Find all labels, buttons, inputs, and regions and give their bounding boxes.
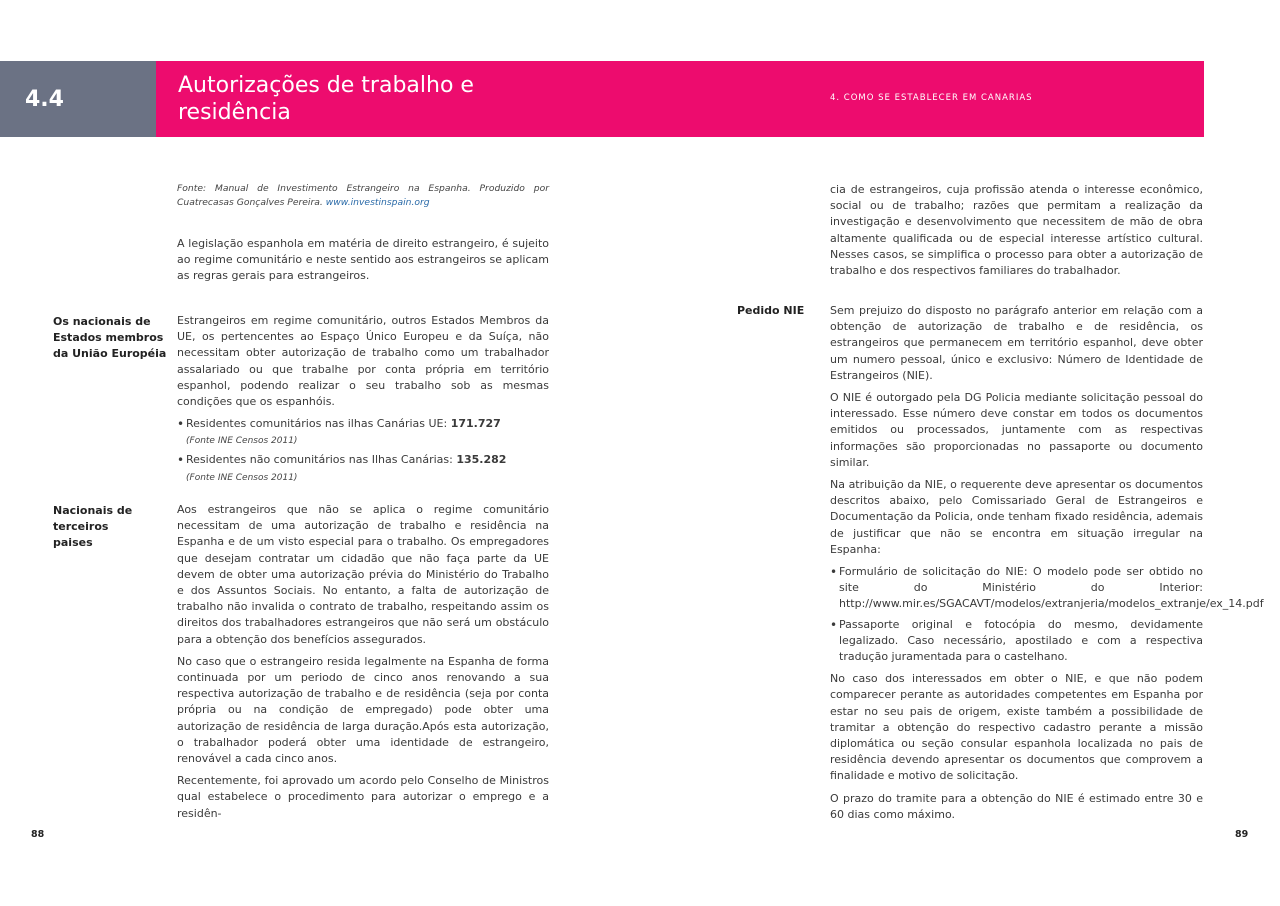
closing-paragraph: O prazo do tramite para a obtenção do NIE é estimado entre 30 e 60 dias como máximo. [830,791,1203,821]
bullet-icon: • [830,565,838,580]
intro-paragraph: A legislação espanhola em matéria de direito estrangeiro, é sujeito ao regime comunitário e neste sentido aos estrangeiros se aplicam as regras gerais para estrangeiros. [177,237,549,283]
nie-paragraph: O NIE é outorgado pela DG Policia mediante solicitação pessoal do interessado. Esse número deve constar em todos os documentos emitidos ou processados, juntamente com as respectivas informações são proporcionadas no passaporte ou documento similar. [830,391,1203,469]
third-paragraph: Recentemente, foi aprovado um acordo pelo Conselho de Ministros qual estabelece o procedimento para autorizar o emprego e a residên- [177,774,549,820]
intro-block [177,236,549,291]
source-note [177,182,549,210]
bullet-text: Residentes comunitários nas ilhas Canárias UE: [186,417,451,431]
nie-paragraph: Na atribuição da NIE, o requerente deve apresentar os documentos descritos abaixo, pelo Comissariado Geral de Estrangeiros e Documentação da Policia, onde tenham fixado residência, ademais de justificar que não se encontra em situação irregular na Espanha: [830,478,1203,556]
third-paragraph: No caso que o estrangeiro resida legalmente na Espanha de forma continuada por um periodo de cinco anos renovando a sua respectiva autorização de trabalho e de residência (seja por conta própria ou na condição de empregado) pode obter uma autorização de residência de larga duração.Após esta autorização, o trabalhador poderá obter uma identidade de estrangeiro, renovável a cada cinco anos. [177,654,549,766]
bullet-note: (Fonte INE Censos 2011) [186,472,298,483]
list-item [177,416,549,448]
nie-block [830,303,1264,829]
nie-documents-list [830,564,1264,665]
closing-paragraph: No caso dos interessados em obter o NIE, e que não podem comparecer perante as autoridades competentes em Espanha por estar no seu pais de origem, existe também a possibilidade de tramitar a obtenção do respectivo cadastro perante a missão diplomática ou seção consular espanhola localizada no pais de residência devendo apresentar os documentos que comprovem a finalidade e motivo de solicitação. [830,672,1203,783]
page-number-left: 88 [31,829,45,840]
bullet-text: Residentes não comunitários nas Ilhas Canárias: [186,453,457,467]
list-item [177,452,549,484]
nie-paragraph: Sem prejuizo do disposto no parágrafo anterior em relação com a obtenção de autorização de trabalho e de residência, os estrangeiros que permanecem em território espanhol, deve obter um numero pessoal, único e exclusivo: Número de Identidade de Estrangeiros (NIE). [830,304,1203,382]
residents-list [177,416,549,484]
source-text: Fonte: Manual de Investimento Estrangeiro na Espanha. Produzido por Cuatrecasas Gonçalves Pereira. [177,183,549,208]
eu-nationals-block [177,313,549,491]
title-band [156,61,1204,137]
third-country-label: Nacionais de terceiros paises [53,504,133,550]
continuation-paragraph: cia de estrangeiros, cuja profissão atenda o interesse econômico, social ou de trabalho; razões que permitam a realização da investigação e desenvolvimento que necessitem de mão de obra altamente qualificada ou de especial interesse artístico cultural. Nesses casos, se simplifica o processo para obter a autorização de trabalho e dos respectivos familiares do trabalhador. [830,183,1203,278]
bullet-text: Passaporte original e fotocópia do mesmo, devidamente legalizado. Caso necessário, apostilado e com a respectiva tradução juramentada para o castelhano. [839,617,1203,664]
bullet-value: 171.727 [450,417,501,431]
section-heading: 4. COMO SE ESTABLECER EM CANARIAS [830,93,1033,103]
page-title: Autorizações de trabalho e residência [178,73,474,125]
bullet-icon: • [177,417,185,432]
bullet-value: 135.282 [456,453,507,467]
bullet-icon: • [830,617,838,632]
bullet-note: (Fonte INE Censos 2011) [186,436,298,447]
left-column [177,182,549,216]
bullet-text: Formulário de solicitação do NIE: O modelo pode ser obtido no site do Ministério do Interior: http://www.mir.es/SGACAVT/modelos/extranjeria/modelos_extranje/ex_14.pdf [839,565,1264,611]
third-country-block [177,502,549,828]
continuation-block [830,182,1203,285]
list-item [830,617,1203,666]
page-number-right: 89 [1235,829,1249,840]
chapter-number: 4.4 [0,61,156,137]
source-link[interactable]: www.investinspain.org [325,197,430,208]
list-item [830,564,1264,613]
third-paragraph: Aos estrangeiros que não se aplica o regime comunitário necessitam de uma autorização de trabalho e residência na Espanha e de um visto especial para o trabalho. Os empregadores que desejam contratar um cidadão que não faça parte da UE devem de obter uma autorização prévia do Ministério do Trabalho e dos Assuntos Sociais. No entanto, a falta de autorização de trabalho não invalida o contrato de trabalho, respeitando assim os direitos dos trabalhadores estrangeiros que não será um obstáculo para a obtenção dos benefícios assegurados. [177,503,549,646]
eu-paragraph: Estrangeiros em regime comunitário, outros Estados Membros da UE, os pertencentes ao Espaço Único Europeu e da Suíça, não necessitam obter autorização de trabalho como um trabalhador assalariado ou que trabalhe por conta própria em território espanhol, podendo realizar o seu trabalho sob as mesmas condições que os espanhóis. [177,314,549,409]
bullet-icon: • [177,453,185,468]
nie-label: Pedido NIE [737,304,805,317]
eu-nationals-label: Os nacionais de Estados membros da União Européia [53,315,167,361]
